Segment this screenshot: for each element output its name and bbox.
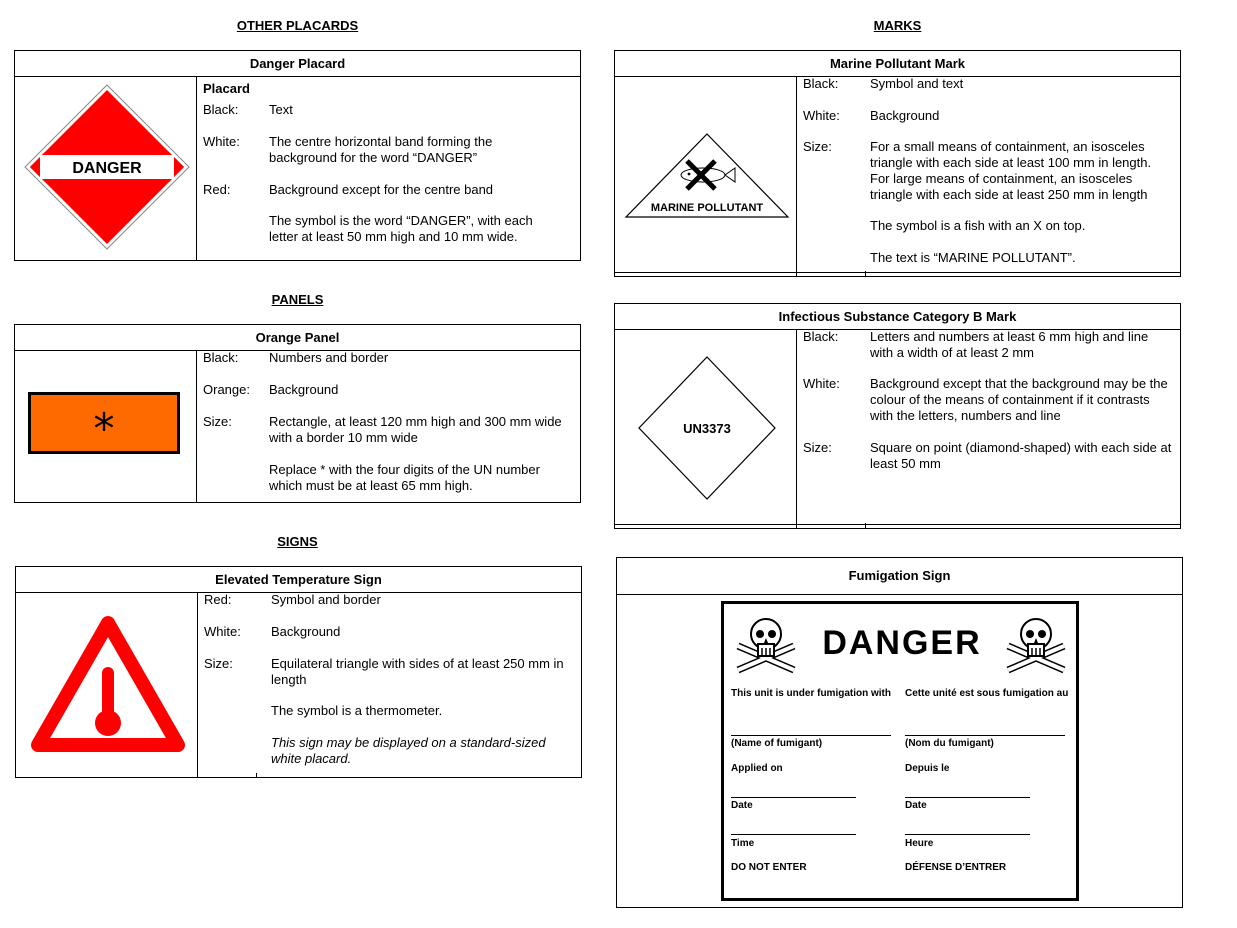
danger-placard-icon [23,83,191,251]
orange-panel-value-orange: Background [269,382,339,397]
marine-pollutant-value-black: Symbol and text [870,76,964,91]
orange-panel-label-orange: Orange: [203,382,250,397]
marine-pollutant-box [614,50,1181,277]
marine-pollutant-label-size: Size: [803,139,832,154]
marine-pollutant-label-white: White: [803,108,840,123]
elevated-temp-label-red: Red: [204,592,232,607]
danger-placard-label-black: Black: [203,102,239,117]
section-title-signs: SIGNS [277,534,318,549]
infectious-value-black: Letters and numbers at least 6 mm high and line with a width of at least 2 mm [870,329,1149,360]
marine-pollutant-value-white: Background [870,108,940,123]
section-title-panels: PANELS [271,292,324,307]
danger-placard-value-black: Text [269,102,293,117]
danger-placard-note: The symbol is the word “DANGER”, with each letter at least 50 mm high and 10 mm wide. [269,213,533,244]
infectious-value-white: Background except that the background may be the colour of the means of containment if it contrasts with the letters, numbers and line [870,376,1168,423]
skull-crossbones-icon [1004,616,1068,674]
danger-placard-value-white: The centre horizontal band forming the background for the word “DANGER” [269,134,493,165]
fumigation-fr-date: Date [905,800,927,811]
danger-placard-box [14,50,581,261]
danger-placard-heading: Placard [203,81,250,96]
fumigation-en-line1: This unit is under fumigation with [731,688,891,699]
un3373-diamond-icon [637,355,777,501]
infectious-symbol-text: UN3373 [683,421,731,436]
infectious-label-size: Size: [803,440,832,455]
danger-placard-label-red: Red: [203,182,231,197]
fumigation-fr-enter: DÉFENSE D’ENTRER [905,862,1007,873]
fumigation-fr-line1: Cette unité est sous fumigation au [905,688,1069,699]
marine-pollutant-symbol-text: MARINE POLLUTANT [650,202,764,214]
fumigation-en-time: Time [731,838,755,849]
orange-panel-value-black: Numbers and border [269,350,389,365]
elevated-temp-note: The symbol is a thermometer. [271,703,443,718]
elevated-temp-value-size: Equilateral triangle with sides of at least 250 mm in length [271,656,564,687]
fumigation-en-fumigant: (Name of fumigant) [731,738,823,749]
elevated-temp-title: Elevated Temperature Sign [16,567,581,593]
elevated-temp-value-red: Symbol and border [271,592,381,607]
section-title-marks: MARKS [873,18,922,33]
orange-panel-icon [28,392,180,454]
fumigation-danger-text: DANGER [822,624,982,662]
skull-crossbones-icon [734,616,798,674]
danger-placard-value-red: Background except for the centre band [269,182,494,197]
danger-placard-title: Danger Placard [15,51,580,77]
thermometer-icon [28,611,188,757]
elevated-temp-note-italic: This sign may be displayed on a standard-sized white placard. [271,735,546,766]
danger-placard-symbol-text: DANGER [72,160,142,177]
fumigation-en-enter: DO NOT ENTER [731,862,807,873]
crossed-fish-icon [623,131,791,221]
marine-pollutant-note2: The text is “MARINE POLLUTANT”. [870,250,1076,265]
orange-panel-title: Orange Panel [15,325,580,351]
fumigation-en-date: Date [731,800,753,811]
marine-pollutant-value-size: For a small means of containment, an isosceles triangle with each side at least 100 mm in length. For large means of containment, an isosceles triangle with each side at least 250 mm in length [870,139,1152,202]
fumigation-fr-applied: Depuis le [905,763,950,774]
elevated-temp-label-size: Size: [204,656,233,671]
infectious-label-white: White: [803,376,840,391]
infectious-box [614,303,1181,529]
marine-pollutant-note: The symbol is a fish with an X on top. [870,218,1086,233]
orange-panel-label-size: Size: [203,414,232,429]
infectious-label-black: Black: [803,329,839,344]
orange-panel-symbol-text: * [93,404,115,453]
marine-pollutant-title: Marine Pollutant Mark [615,51,1180,77]
fumigation-fr-time: Heure [905,838,934,849]
infectious-value-size: Square on point (diamond-shaped) with each side at least 50 mm [870,440,1172,471]
orange-panel-note: Replace * with the four digits of the UN number which must be at least 65 mm high. [269,462,540,493]
fumigation-box [616,557,1183,908]
marine-pollutant-label-black: Black: [803,76,839,91]
infectious-title: Infectious Substance Category B Mark [615,304,1180,330]
fumigation-title: Fumigation Sign [617,558,1182,595]
elevated-temp-value-white: Background [271,624,341,639]
section-title-other-placards: OTHER PLACARDS [236,18,359,33]
orange-panel-label-black: Black: [203,350,239,365]
fumigation-sign [721,601,1079,901]
fumigation-en-applied: Applied on [731,763,783,774]
danger-placard-label-white: White: [203,134,240,149]
orange-panel-box [14,324,581,503]
elevated-temp-label-white: White: [204,624,241,639]
orange-panel-value-size: Rectangle, at least 120 mm high and 300 mm wide with a border 10 mm wide [269,414,562,445]
fumigation-fr-fumigant: (Nom du fumigant) [905,738,994,749]
elevated-temp-box [15,566,582,778]
